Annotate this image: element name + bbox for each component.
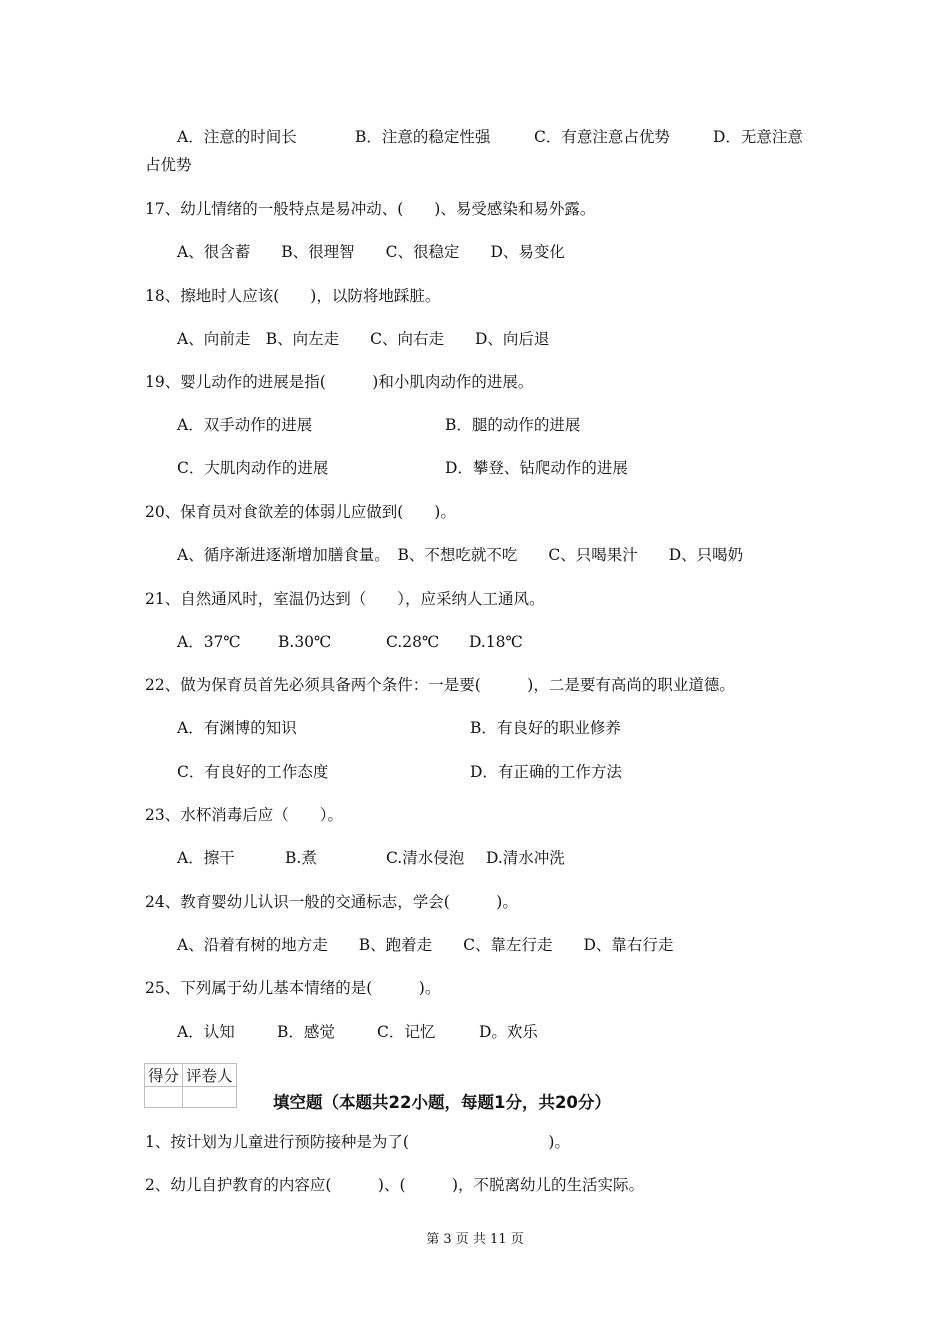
q22-option-d: D．有正确的工作方法 [470,763,622,781]
q25-stem: 25、下列属于幼儿基本情绪的是( )。 [145,979,441,997]
page-footer: 第 3 页 共 11 页 [426,1232,524,1247]
q20-stem: 20、保育员对食欲差的体弱儿应做到( )。 [145,503,456,521]
q16-option-c: C．有意注意占优势 [534,128,670,146]
q19-stem: 19、婴儿动作的进展是指( )和小肌肉动作的进展。 [145,373,534,391]
q18-options: A、向前走 B、向左走 C、向右走 D、向后退 [177,330,550,348]
q22-option-a: A．有渊博的知识 [177,719,297,737]
q19-option-a: A．双手动作的进展 [177,416,313,434]
score-table-header-grader: 评卷人 [183,1064,237,1087]
q21-stem: 21、自然通风时，室温仍达到（ ），应采纳人工通风。 [145,590,545,608]
q21-option-a: A．37℃ [177,633,241,651]
q24-options: A、沿着有树的地方走 B、跑着走 C、靠左行走 D、靠右行走 [177,936,674,954]
fill-question-1: 1、按计划为儿童进行预防接种是为了( )。 [145,1133,570,1151]
score-cell [145,1087,183,1108]
q22-stem: 22、做为保育员首先必须具备两个条件：一是要( )，二是要有高尚的职业道德。 [145,676,735,694]
q19-option-c: C．大肌肉动作的进展 [177,459,329,477]
q19-option-b: B．腿的动作的进展 [445,416,581,434]
q20-options: A、循序渐进逐渐增加膳食量。 B、不想吃就不吃 C、只喝果汁 D、只喝奶 [177,546,744,564]
q19-option-d: D．攀登、钻爬动作的进展 [445,459,628,477]
q21-option-c: C.28℃ [386,633,440,651]
q16-option-wrap: 占优势 [145,156,192,174]
q17-stem: 17、幼儿情绪的一般特点是易冲动、( )、易受感染和易外露。 [145,200,596,218]
q22-option-b: B．有良好的职业修养 [470,719,621,737]
q22-option-c: C．有良好的工作态度 [177,763,329,781]
q21-option-d: D.18℃ [469,633,523,651]
q25-option-a: A．认知 [177,1023,235,1041]
q18-stem: 18、擦地时人应该( )，以防将地踩脏。 [145,287,441,305]
q21-option-b: B.30℃ [278,633,332,651]
q25-option-c: C．记忆 [377,1023,436,1041]
score-table [144,1063,237,1108]
fill-question-2: 2、幼儿自护教育的内容应( )、( )，不脱离幼儿的生活实际。 [145,1176,645,1194]
q24-stem: 24、教育婴幼儿认识一般的交通标志，学会( )。 [145,893,518,911]
section-title: 填空题（本题共22小题，每题1分，共20分） [273,1093,611,1112]
q25-option-d: D。欢乐 [479,1023,538,1041]
q16-option-d: D．无意注意 [713,128,803,146]
q25-option-b: B．感觉 [277,1023,335,1041]
q17-options: A、很含蓄 B、很理智 C、很稳定 D、易变化 [177,243,565,261]
q23-stem: 23、水杯消毒后应（ ）。 [145,806,343,824]
q23-option-c: C.清水侵泡 [386,849,465,867]
score-table-header-score: 得分 [145,1064,183,1087]
q16-option-b: B．注意的稳定性强 [355,128,491,146]
q23-option-d: D.清水冲洗 [486,849,565,867]
q16-option-a: A．注意的时间长 [177,128,297,146]
q23-option-a: A．擦干 [177,849,235,867]
q23-option-b: B.煮 [285,849,317,867]
grader-cell [183,1087,237,1108]
